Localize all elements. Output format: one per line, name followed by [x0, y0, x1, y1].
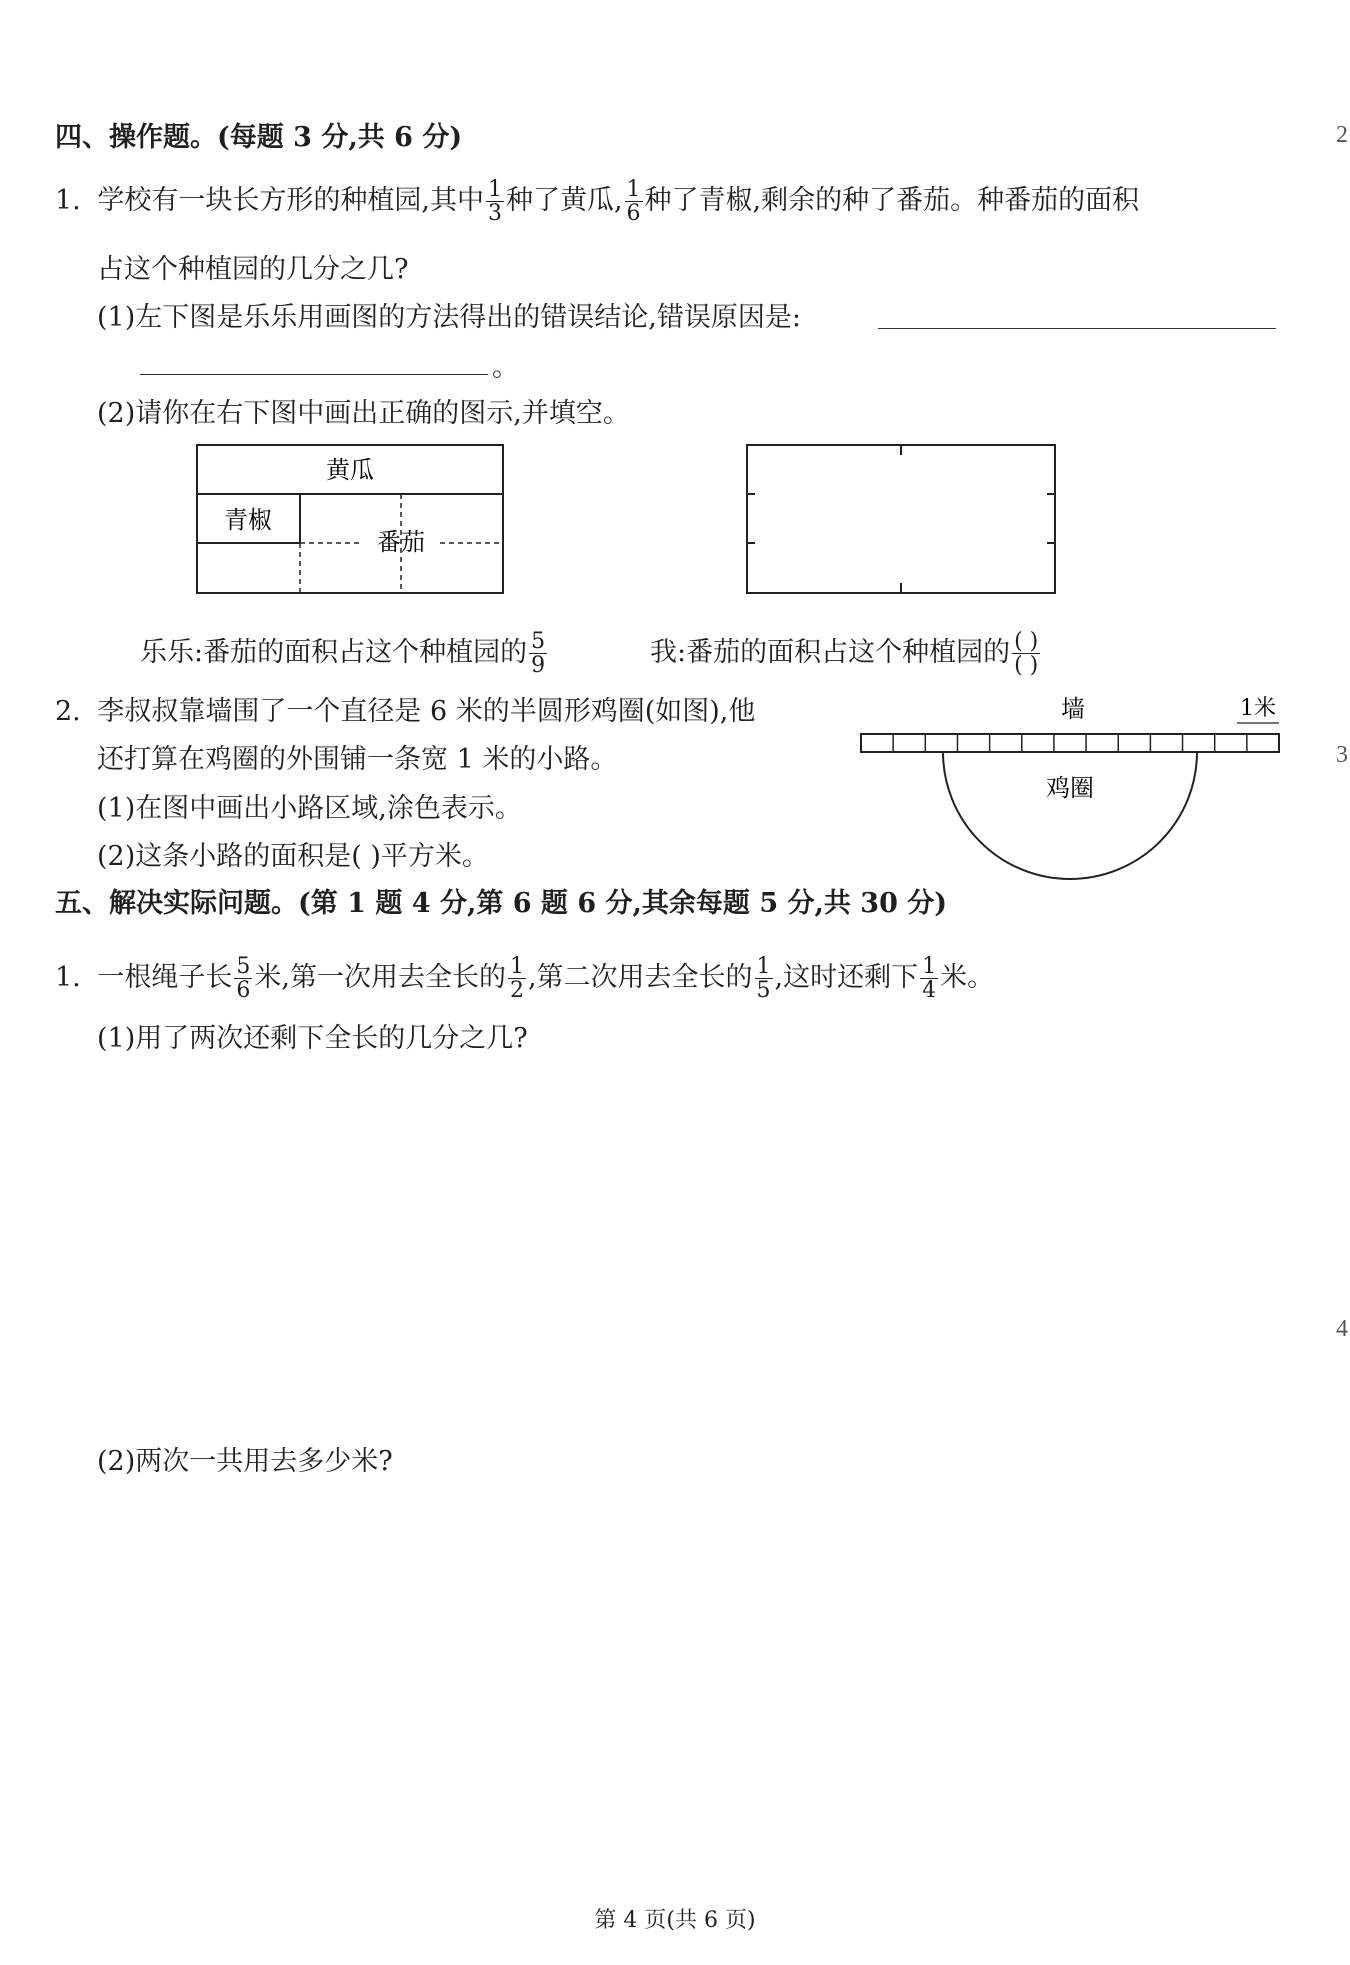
answer-numerator-blank[interactable]: ( ) [1014, 629, 1039, 654]
label-1-meter: 1米 [1240, 696, 1276, 721]
frac-den: 4 [922, 978, 937, 1004]
lele-text: 乐乐:番茄的面积占这个种植园的 [140, 637, 528, 669]
q1-line1 [55, 178, 1139, 225]
label-cucumber: 黄瓜 [326, 456, 374, 484]
fraction-1-4 [920, 955, 938, 1002]
s5-q1-sub1: (1)用了两次还剩下全长的几分之几? [97, 1023, 528, 1054]
fraction-5-9 [529, 630, 547, 677]
q2-line1 [55, 698, 755, 725]
q1-text-b: 种了黄瓜, [505, 185, 623, 217]
page-footer: 第 4 页(共 6 页) [594, 1908, 756, 1933]
q2-sub1: (1)在图中画出小路区域,涂色表示。 [97, 793, 522, 824]
section4-heading: 四、操作题。(每题 3 分,共 6 分) [55, 122, 463, 153]
frac-num: 5 [531, 629, 546, 654]
answer-diagram[interactable] [740, 438, 1065, 598]
wall [861, 734, 1279, 752]
s5-q1-text-b: 米,第一次用去全长的 [254, 962, 506, 994]
label-tomato: 番茄 [377, 528, 425, 556]
q1-sub2: (2)请你在右下图中画出正确的图示,并填空。 [97, 398, 630, 429]
frac-num: 1 [756, 954, 771, 979]
answer-blank-line-1[interactable] [878, 328, 1276, 329]
s5-q1-text-d: ,这时还剩下 [774, 962, 919, 994]
wall-segments [893, 734, 1247, 752]
q1-sub1: (1)左下图是乐乐用画图的方法得出的错误结论,错误原因是: [97, 302, 801, 333]
chicken-pen-diagram[interactable] [855, 690, 1285, 880]
q2-line2: 还打算在鸡圈的外围铺一条宽 1 米的小路。 [97, 744, 618, 775]
fraction-5-6 [234, 955, 252, 1002]
answer-fraction[interactable] [1012, 630, 1040, 677]
q2-text-1: 李叔叔靠墙围了一个直径是 6 米的半圆形鸡圈(如图),他 [97, 696, 756, 727]
answer-denominator-blank[interactable]: ( ) [1014, 653, 1039, 679]
frac-den: 6 [626, 201, 641, 227]
label-pepper: 青椒 [224, 506, 272, 534]
frac-den: 2 [509, 978, 524, 1004]
label-wall: 墙 [1061, 695, 1085, 723]
me-text: 我:番茄的面积占这个种植园的 [650, 637, 1011, 669]
q1-text-c: 种了青椒,剩余的种了番茄。种番茄的面积 [644, 185, 1140, 217]
s5-q1-number: 1. [55, 962, 81, 994]
frac-num: 1 [626, 177, 641, 202]
fraction-1-2 [508, 955, 526, 1002]
frac-num: 1 [922, 954, 937, 979]
margin-number: 3 [1336, 742, 1348, 768]
lele-statement [140, 630, 549, 677]
my-statement [650, 630, 1042, 677]
fraction-1-6 [625, 178, 643, 225]
q1-line2: 占这个种植园的几分之几? [97, 254, 409, 285]
section5-heading: 五、解决实际问题。(第 1 题 4 分,第 6 题 6 分,其余每题 5 分,共 30 分) [55, 888, 948, 919]
s5-q1-line1 [55, 955, 994, 1002]
frac-num: 1 [487, 177, 502, 202]
q2-number: 2. [55, 696, 81, 727]
label-chicken-pen: 鸡圈 [1046, 774, 1094, 802]
s5-q1-text-e: 米。 [940, 962, 995, 994]
frac-den: 6 [236, 978, 251, 1004]
s5-q1-sub2: (2)两次一共用去多少米? [97, 1446, 393, 1477]
fraction-1-5 [755, 955, 773, 1002]
q2-sub2: (2)这条小路的面积是( )平方米。 [97, 841, 489, 872]
q1-sub1-end: 。 [492, 352, 519, 383]
answer-blank-line-2[interactable] [140, 374, 488, 375]
answer-rect [747, 445, 1055, 593]
margin-number: 2 [1336, 122, 1348, 148]
frac-den: 9 [531, 653, 546, 679]
s5-q1-text-c: ,第二次用去全长的 [527, 962, 753, 994]
semicircle-pen [943, 752, 1197, 879]
q1-text-a: 学校有一块长方形的种植园,其中 [97, 185, 484, 217]
fraction-1-3 [486, 178, 504, 225]
q1-number: 1. [55, 185, 81, 217]
lele-diagram [190, 438, 510, 598]
frac-num: 5 [236, 954, 251, 979]
frac-den: 3 [487, 201, 502, 227]
frac-den: 5 [756, 978, 771, 1004]
frac-num: 1 [509, 954, 524, 979]
margin-number: 4 [1336, 1316, 1348, 1342]
s5-q1-text-a: 一根绳子长 [97, 962, 233, 994]
